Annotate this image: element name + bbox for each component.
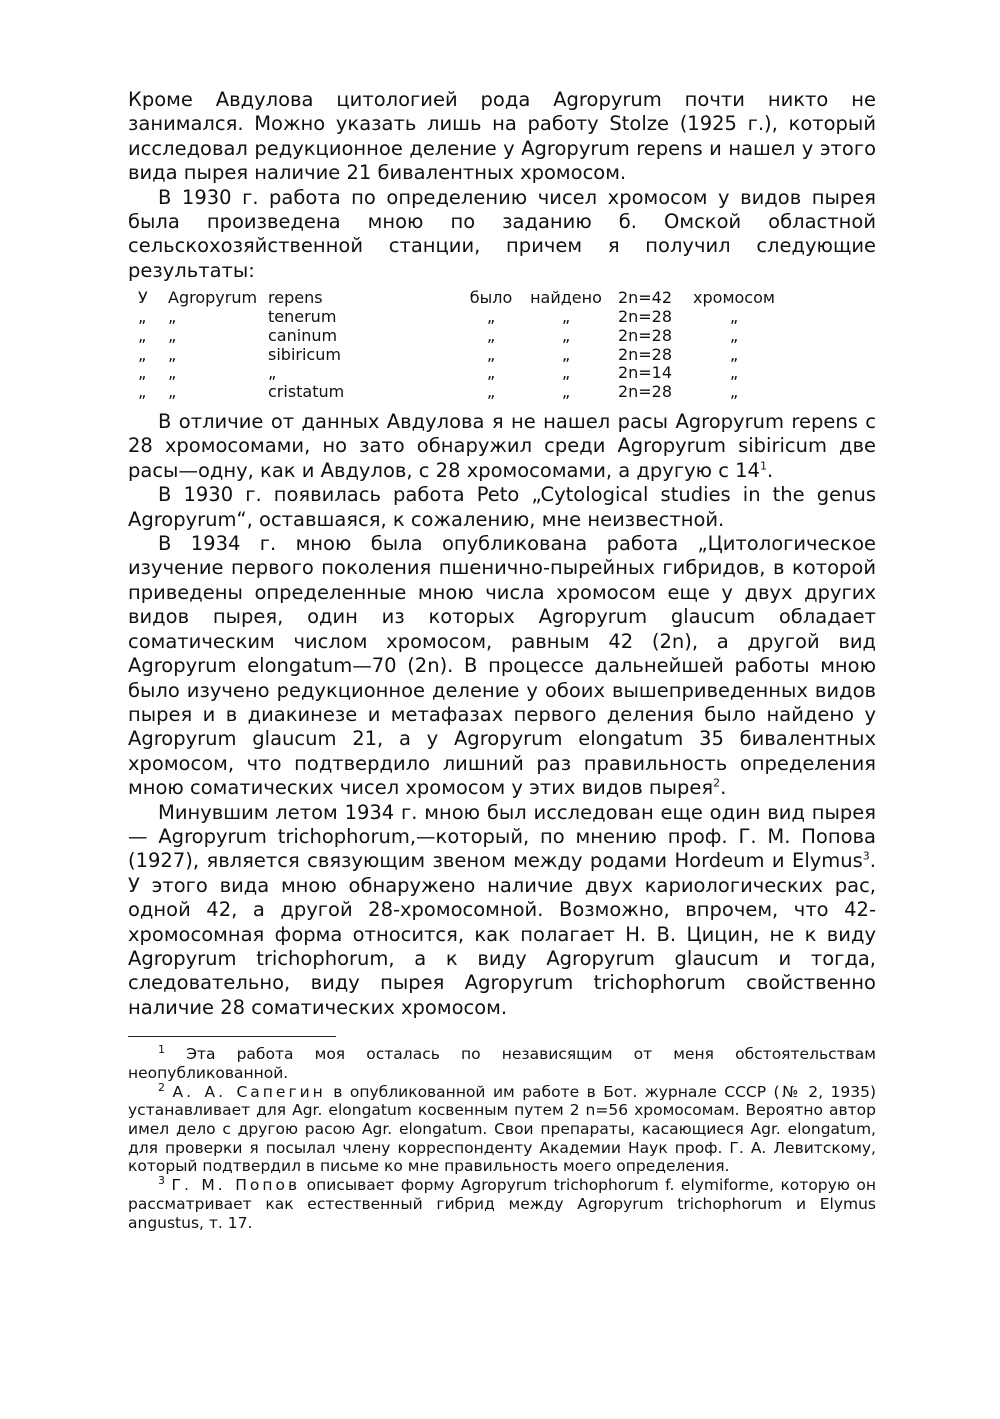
table-row <box>138 383 784 402</box>
footnote-2-text: в опубликованной им работе в Бот. журнале СССР (№ 2, 1935) устанавливает для Agr. elongatum косвенным путем 2 n=56 хромосомам. Вероятно автор имел дело с другою расою Agr. elongatum. Свои препараты, касающиеся Agr. elongatum, для проверки я посылал члену корреспонденту Академии Наук проф. Г. А. Левитскому, который подтвердил в письме ко мне правильность моего определения. <box>128 1082 876 1176</box>
paragraph-6-text-1: Минувшим летом 1934 г. мною был исследован еще один вид пырея — Agropyrum trichophorum,—который, по мнению проф. Г. М. Попова (1927), является связующим звеном между родами Hordeum и Elymus <box>128 800 876 873</box>
table-cell-unit: „ <box>729 382 739 402</box>
table-cell-genus: Agropyrum <box>168 288 258 308</box>
table-cell-prefix: „ <box>138 382 147 402</box>
chromosome-table <box>138 289 784 402</box>
table-cell-prefix: У <box>138 288 148 308</box>
table-cell-species: repens <box>268 288 323 308</box>
main-text <box>128 88 876 1232</box>
paragraph-4: В 1930 г. появилась работа Peto „Cytological studies in the genus Agropyrum“, оставшаяся, к сожалению, мне неизвестной. <box>128 483 876 531</box>
table-cell-unit: „ <box>729 307 739 327</box>
footnote-3-mark: 3 <box>158 1173 165 1187</box>
footnote-3-text: описывает форму Agropyrum trichophorum f. elymiforme, которую он рассматривает как естественный гибрид между Agropyrum trichophorum и Elymus angustus, т. 17. <box>128 1176 877 1232</box>
footnote-2 <box>128 1080 876 1177</box>
table-cell-prefix: „ <box>138 307 147 327</box>
table-cell-verb: „ <box>486 325 496 345</box>
table-cell-species: sibiricum <box>268 344 341 364</box>
footnote-3-author: Г. М. Попов <box>171 1176 301 1195</box>
paragraph-6 <box>128 801 876 1021</box>
table-row <box>138 346 784 365</box>
table-cell-found: „ <box>561 363 571 383</box>
table-cell-unit: „ <box>729 363 739 383</box>
table-cell-verb: „ <box>486 382 496 402</box>
table-cell-genus: „ <box>168 307 177 327</box>
footnote-2-author: А. А. Сапегин <box>172 1082 326 1101</box>
footnote-2-mark: 2 <box>158 1080 165 1094</box>
table-cell-count: 2n=28 <box>617 307 673 327</box>
table-cell-found: „ <box>561 325 571 345</box>
paragraph-3 <box>128 410 876 483</box>
table-cell-found: „ <box>561 382 571 402</box>
table-cell-unit: хромосом <box>693 288 775 308</box>
footnote-ref-2: 2 <box>713 776 721 790</box>
paragraph-2: В 1930 г. работа по определению чисел хромосом у видов пырея была произведена мною по заданию б. Омской областной сельскохозяйственной станции, причем я получил следующие результаты: <box>128 185 876 282</box>
footnote-1-mark: 1 <box>158 1043 165 1057</box>
footnote-1 <box>128 1045 876 1082</box>
footnote-divider <box>128 1036 336 1037</box>
table-cell-prefix: „ <box>138 344 147 364</box>
table-cell-verb: было <box>469 288 513 308</box>
table-cell-genus: „ <box>168 382 177 402</box>
paragraph-5-text: В 1934 г. мною была опубликована работа „Цитологическое изучение первого поколения пшенично-пырейных гибридов, в которой приведены определенные мною числа хромосом еще у двух других видов пырея, один из которых Agropyrum glaucum обладает соматическим числом хромосом, равным 42 (2n), а другой вид Agropyrum elongatum—70 (2n). В процессе дальнейшей работы мною было изучено редукционное деление у обоих вышеприведенных видов пырея и в диакинезе и метафазах первого деления было найдено у Agropyrum glaucum 21, а у Agropyrum elongatum 35 бивалентных хромосом, что подтвердило лишний раз правильность определения мною соматических чисел хромосом у этих видов пырея <box>128 532 876 800</box>
table-cell-verb: „ <box>486 363 496 383</box>
table-cell-prefix: „ <box>138 325 147 345</box>
table-cell-count: 2n=28 <box>617 382 673 402</box>
table-cell-genus: „ <box>168 325 177 345</box>
paragraph-5-end: . <box>720 776 727 800</box>
paragraph-1: Кроме Авдулова цитологией рода Agropyrum почти никто не занимался. Можно указать лишь на работу Stolze (1925 г.), который исследовал редукционное деление у Agropyrum repens и нашел у этого вида пырея наличие 21 бивалентных хромосом. <box>128 88 876 185</box>
table-row <box>138 308 784 327</box>
table-cell-count: 2n=14 <box>617 363 673 383</box>
table-cell-prefix: „ <box>138 363 147 383</box>
table-row <box>138 327 784 346</box>
table-cell-verb: „ <box>486 344 496 364</box>
table-row <box>138 364 784 383</box>
table-cell-count: 2n=28 <box>617 325 673 345</box>
table-cell-species: tenerum <box>268 307 337 327</box>
table-row <box>138 289 784 308</box>
paragraph-5 <box>128 532 876 800</box>
paragraph-3-end: . <box>766 458 774 482</box>
table-cell-found: найдено <box>530 288 602 308</box>
footnote-1-text: Эта работа моя осталась по независящим от меня обстоятельствам неопубликованной. <box>128 1045 876 1082</box>
paragraph-3-text: В отличие от данных Авдулова я не нашел расы Agropyrum repens с 28 хромосомами, но зато обнаружил среди Agropyrum sibiricum две расы—одну, как и Авдулов, с 28 хромосомами, а другую с 14 <box>128 410 876 482</box>
table-cell-genus: „ <box>168 363 177 383</box>
paragraph-6-text-2: . У этого вида мною обнаружено наличие двух кариологических рас, одной 42, а другой 28-хромосомной. Возможно, впрочем, что 42-хромосомная форма относится, как полагает Н. В. Цицин, не к виду Agropyrum trichophorum, а к виду Agropyrum glaucum и тогда, следовательно, виду пырея Agropyrum trichophorum свойственно наличие 28 соматических хромосом. <box>128 849 876 1019</box>
table-cell-count: 2n=42 <box>617 288 673 308</box>
table-cell-count: 2n=28 <box>617 344 673 364</box>
table-cell-genus: „ <box>168 344 177 364</box>
chromosome-table-body <box>138 289 784 402</box>
table-cell-found: „ <box>561 344 571 364</box>
table-cell-unit: „ <box>729 344 739 364</box>
table-cell-verb: „ <box>486 307 496 327</box>
table-cell-species: „ <box>268 363 277 383</box>
footnote-ref-1: 1 <box>759 459 767 473</box>
table-cell-species: caninum <box>268 325 338 345</box>
table-cell-species: cristatum <box>268 382 345 402</box>
footnote-3 <box>128 1173 877 1232</box>
table-cell-found: „ <box>561 307 571 327</box>
footnote-ref-3: 3 <box>862 849 870 863</box>
table-cell-unit: „ <box>729 325 739 345</box>
